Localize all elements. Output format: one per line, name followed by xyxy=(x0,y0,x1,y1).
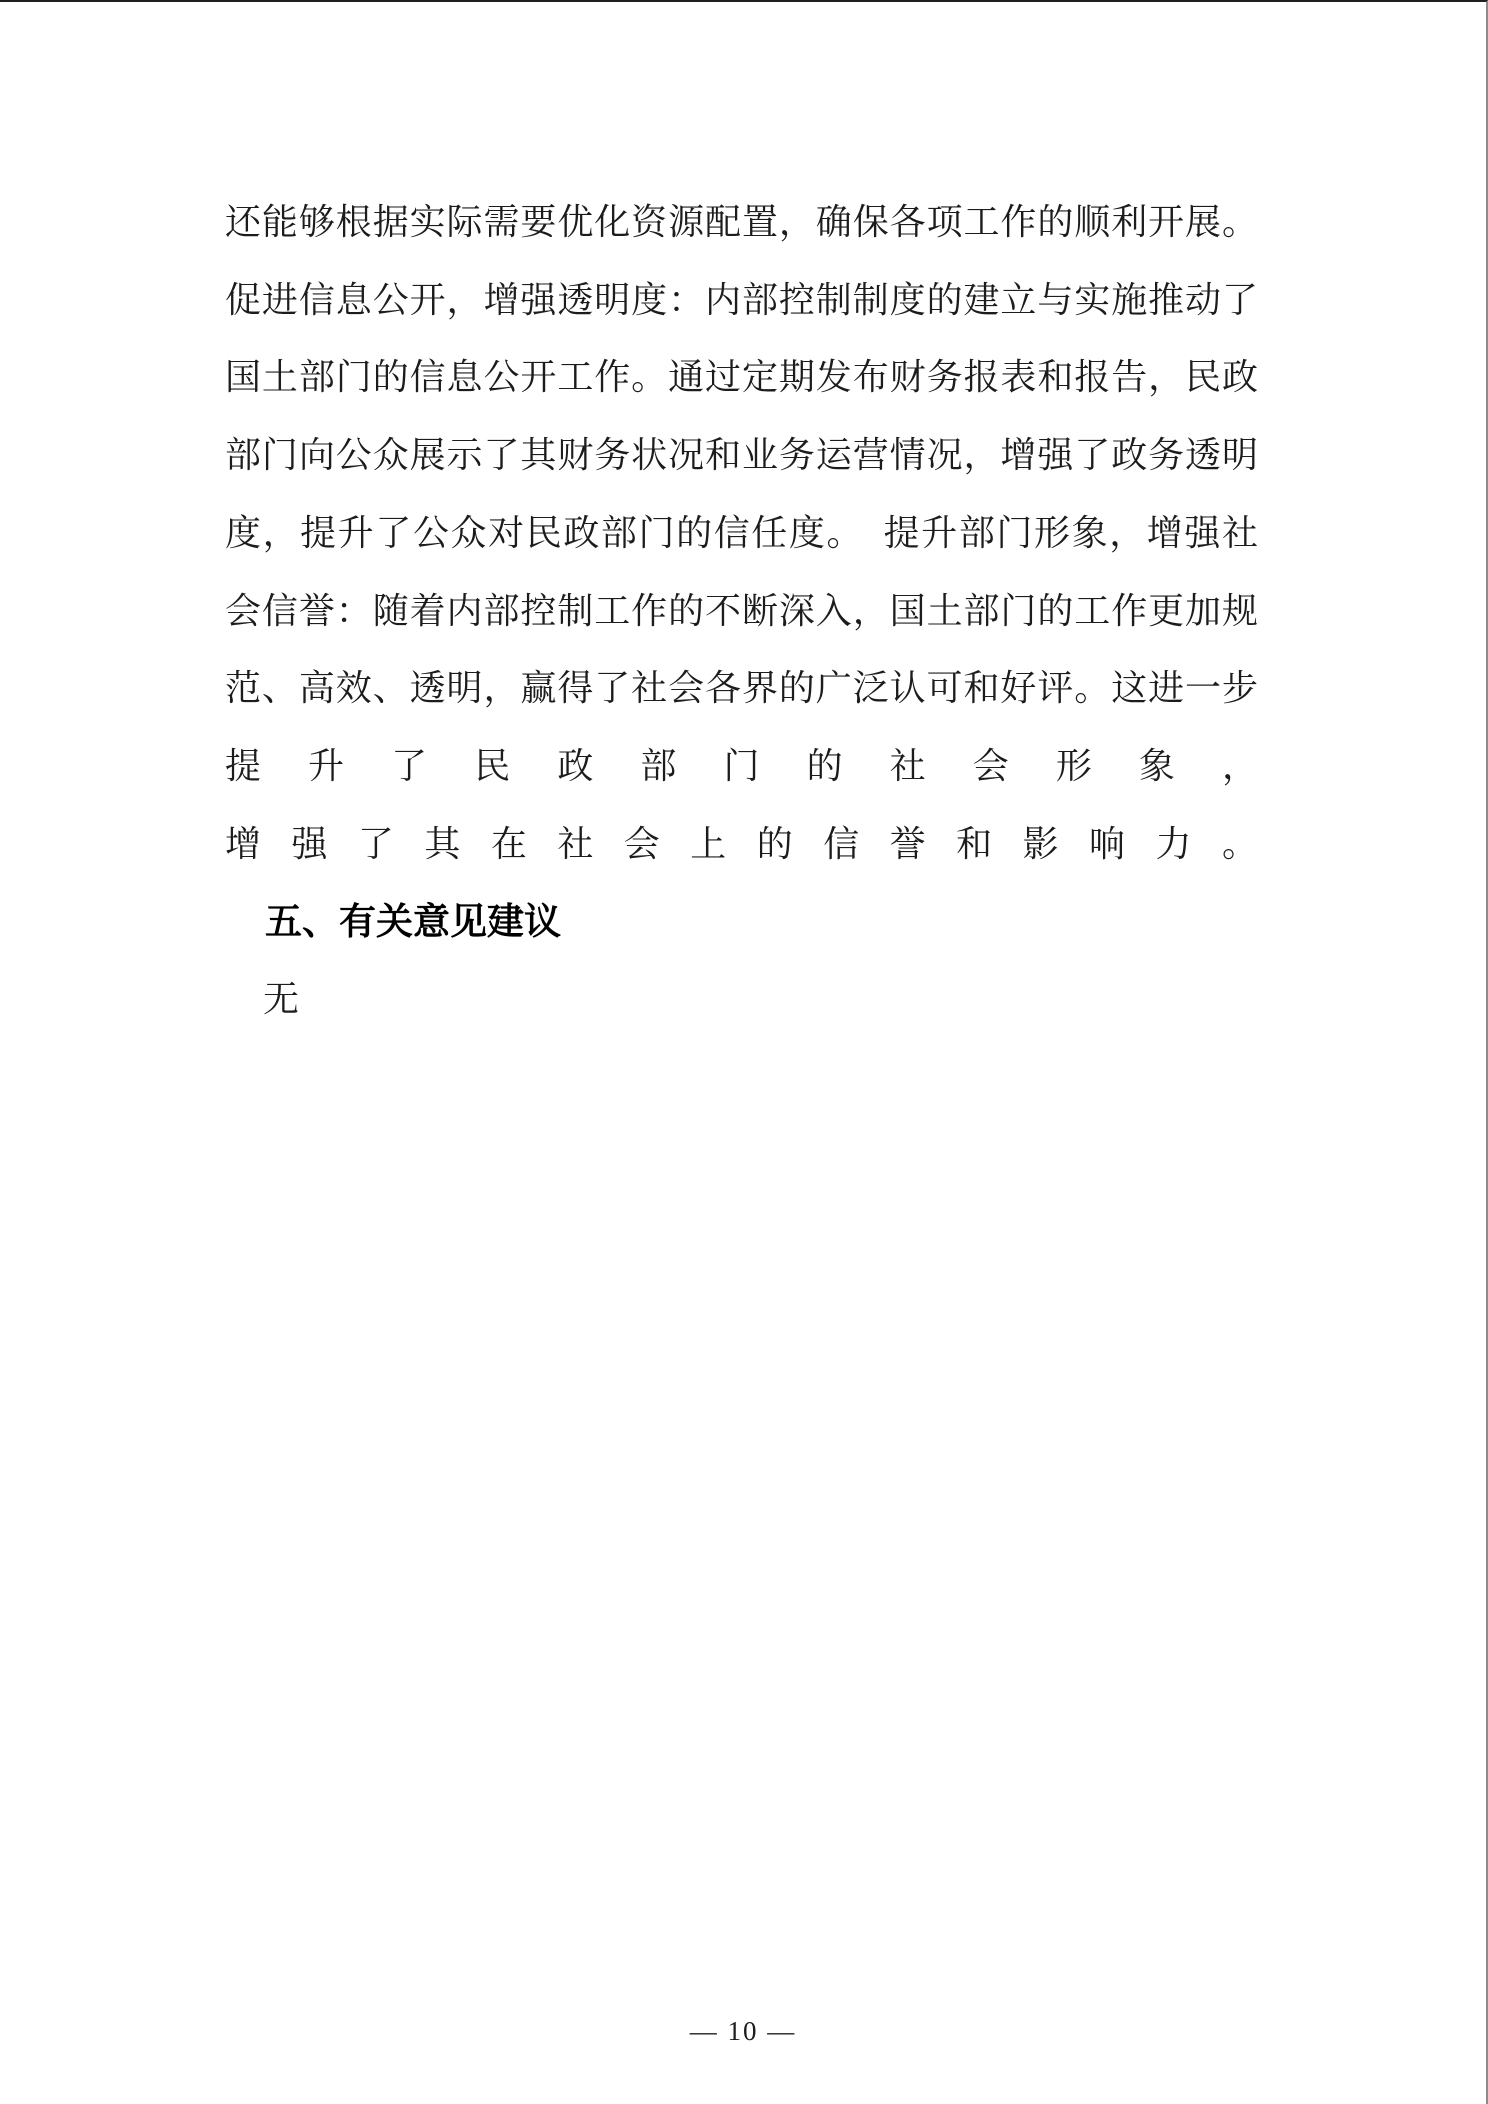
body-line: 范、高效、透明，赢得了社会各界的广泛认可和好评。这进一步 xyxy=(225,668,1258,709)
body-line: 国土部门的信息公开工作。通过定期发布财务报表和报告，民政 xyxy=(225,357,1258,398)
document-body xyxy=(225,184,1258,1039)
note-line: 无 xyxy=(263,979,300,1020)
page-number: — 10 — xyxy=(689,2016,797,2046)
body-line: 促进信息公开，增强透明度：内部控制制度的建立与实施推动了 xyxy=(225,279,1258,320)
body-line: 部门向公众展示了其财务状况和业务运营情况，增强了政务透明 xyxy=(225,435,1258,476)
body-line: 度，提升了公众对民政部门的信任度。 提升部门形象，增强社 xyxy=(225,512,1258,553)
body-line: 会信誉：随着内部控制工作的不断深入，国土部门的工作更加规 xyxy=(225,590,1258,631)
body-line: 提升了民政部门的社会形象，增强了其在社会上的信誉和影响力。 xyxy=(225,745,1258,864)
page-footer xyxy=(0,2016,1486,2046)
section-heading: 五、有关意见建议 xyxy=(265,901,561,943)
body-line: 还能够根据实际需要优化资源配置，确保各项工作的顺利开展。 xyxy=(225,202,1258,242)
